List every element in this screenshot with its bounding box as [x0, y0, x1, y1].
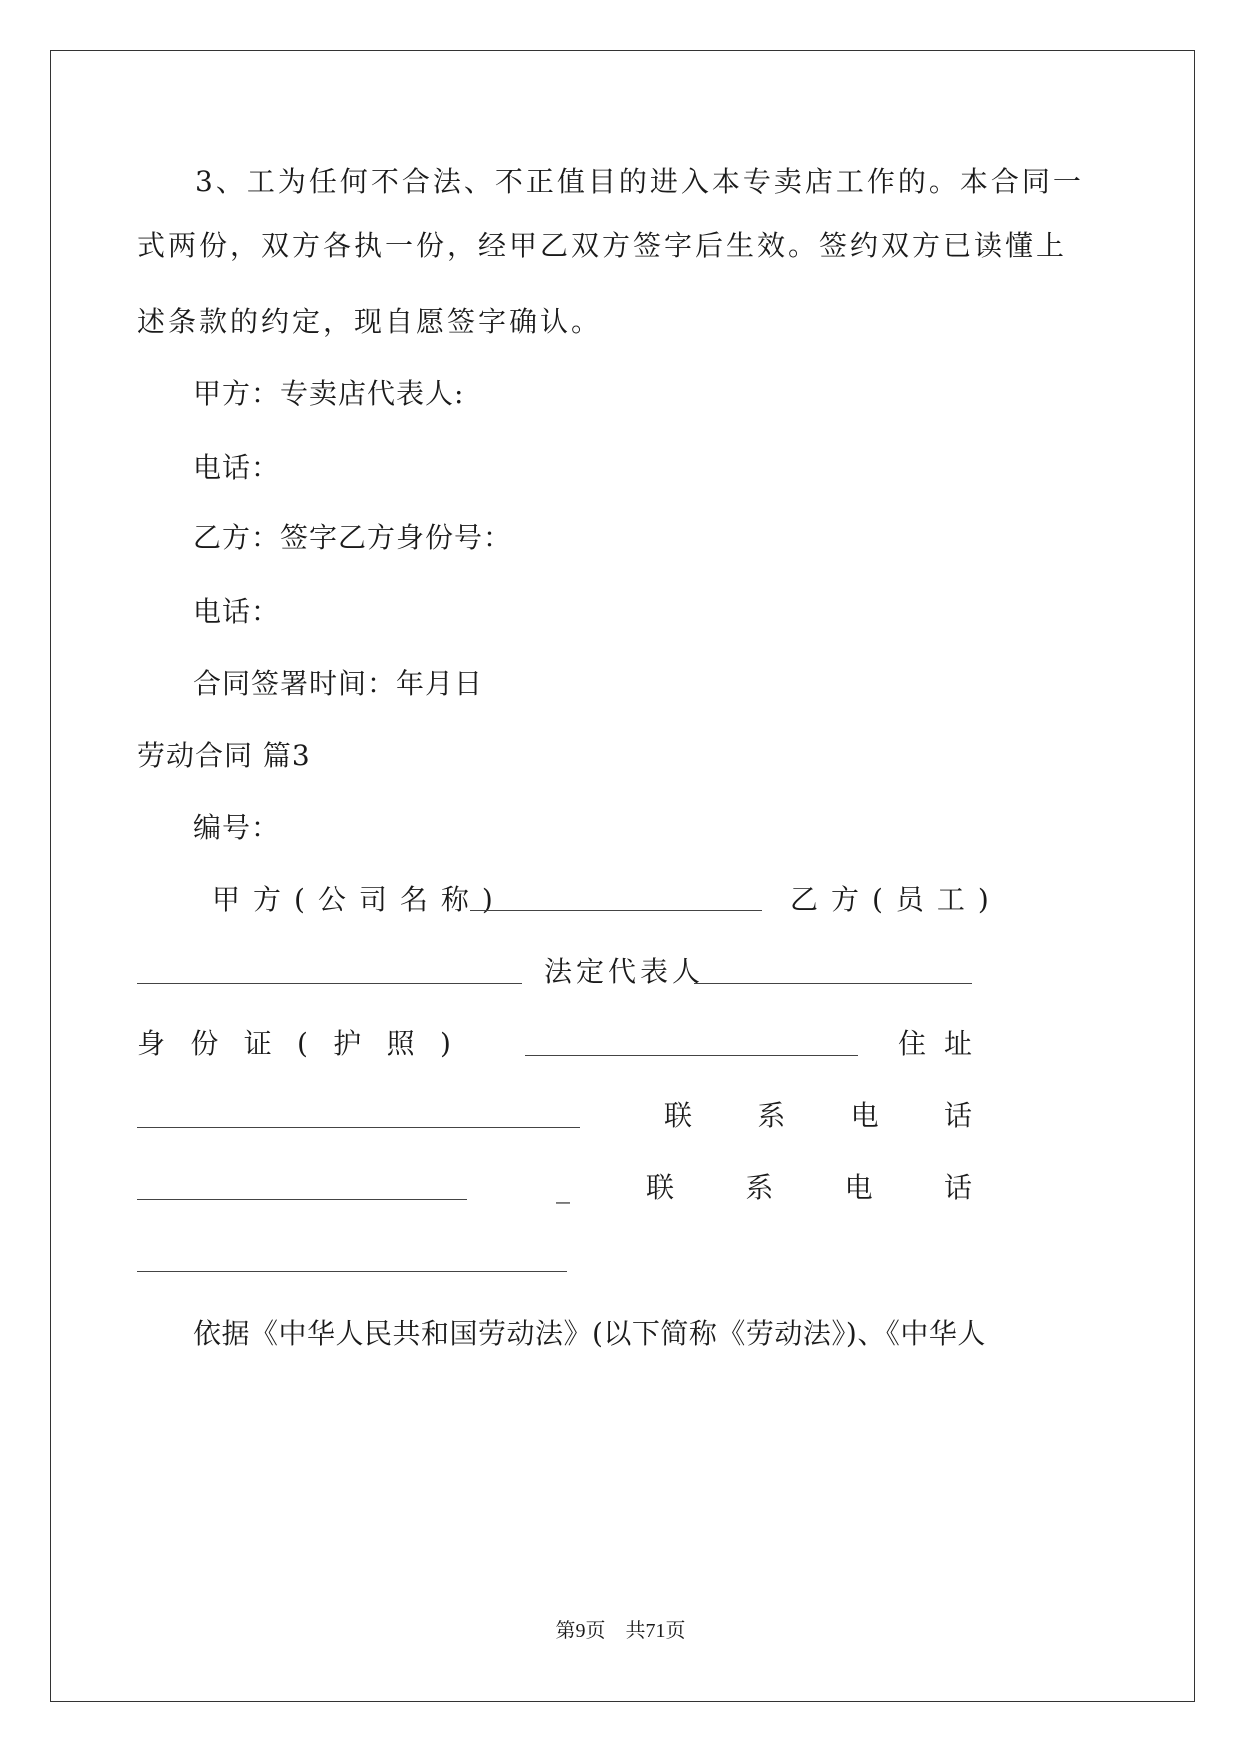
contact-char: 电	[850, 1099, 880, 1132]
legal-basis-text: 依据《中华人民共和国劳动法》(以下简称《劳动法》)、《中华人	[193, 1317, 986, 1350]
id-char: 身	[137, 1027, 167, 1060]
legal-rep-blank	[694, 957, 972, 984]
party-b-employee-label: 乙方(员工)	[790, 883, 1002, 916]
phone-blank-2	[137, 1245, 567, 1272]
address-label	[898, 1024, 973, 1064]
paragraph-line-2: 式两份，双方各执一份，经甲乙双方签字后生效。签约双方已读懂上	[137, 229, 1068, 262]
party-b-signature: 乙方：签字乙方身份号：	[193, 521, 513, 554]
contact-phone-label-1	[664, 1096, 973, 1136]
company-name-blank	[470, 884, 762, 911]
contact-char: 联	[664, 1099, 694, 1132]
footer-prefix: 第	[555, 1618, 576, 1642]
id-char: 护	[333, 1027, 363, 1060]
paragraph-line-1	[195, 162, 1084, 202]
page-total: 71	[645, 1620, 666, 1642]
address-blank	[137, 1101, 580, 1128]
id-char: (	[297, 1027, 309, 1060]
contact-phone-label-2	[646, 1168, 973, 1208]
legal-representative-label: 法定代表人	[544, 955, 705, 988]
id-char: 照	[386, 1027, 416, 1060]
id-card-blank	[525, 1029, 858, 1056]
paragraph-text: 3、工为任何不合法、不正值目的进入本专卖店工作的。本合同一	[195, 165, 1084, 198]
employee-name-blank	[137, 957, 522, 984]
contact-char: 系	[745, 1171, 775, 1204]
signing-date: 合同签署时间：年月日	[193, 667, 484, 700]
section-title: 劳动合同 篇3	[137, 739, 311, 772]
party-a-representative: 甲方：专卖店代表人:	[193, 377, 465, 410]
contract-number-label: 编号：	[193, 811, 281, 844]
page-border	[50, 50, 1195, 1702]
paragraph-line-3: 述条款的约定，现自愿签字确认。	[137, 305, 603, 338]
party-a-company-label: 甲方(公司名称)	[212, 883, 506, 916]
phone-label-2: 电话：	[193, 595, 281, 628]
phone-blank-1	[137, 1173, 467, 1200]
address-char: 住	[898, 1027, 928, 1060]
contact-char: 联	[646, 1171, 676, 1204]
id-char: 证	[243, 1027, 273, 1060]
footer-suffix: 页	[665, 1618, 686, 1642]
id-card-label	[137, 1024, 452, 1064]
address-char: 址	[943, 1027, 973, 1060]
page-number: 9	[575, 1620, 586, 1642]
footer-mid: 页 共	[585, 1618, 646, 1642]
underscore-mark: _	[556, 1171, 571, 1204]
contact-char: 话	[943, 1099, 973, 1132]
page-footer	[0, 1616, 1241, 1645]
contact-char: 系	[757, 1099, 787, 1132]
contact-char: 电	[844, 1171, 874, 1204]
id-char: )	[439, 1027, 452, 1060]
contact-char: 话	[943, 1171, 973, 1204]
phone-label-1: 电话：	[193, 451, 281, 484]
id-char: 份	[190, 1027, 220, 1060]
